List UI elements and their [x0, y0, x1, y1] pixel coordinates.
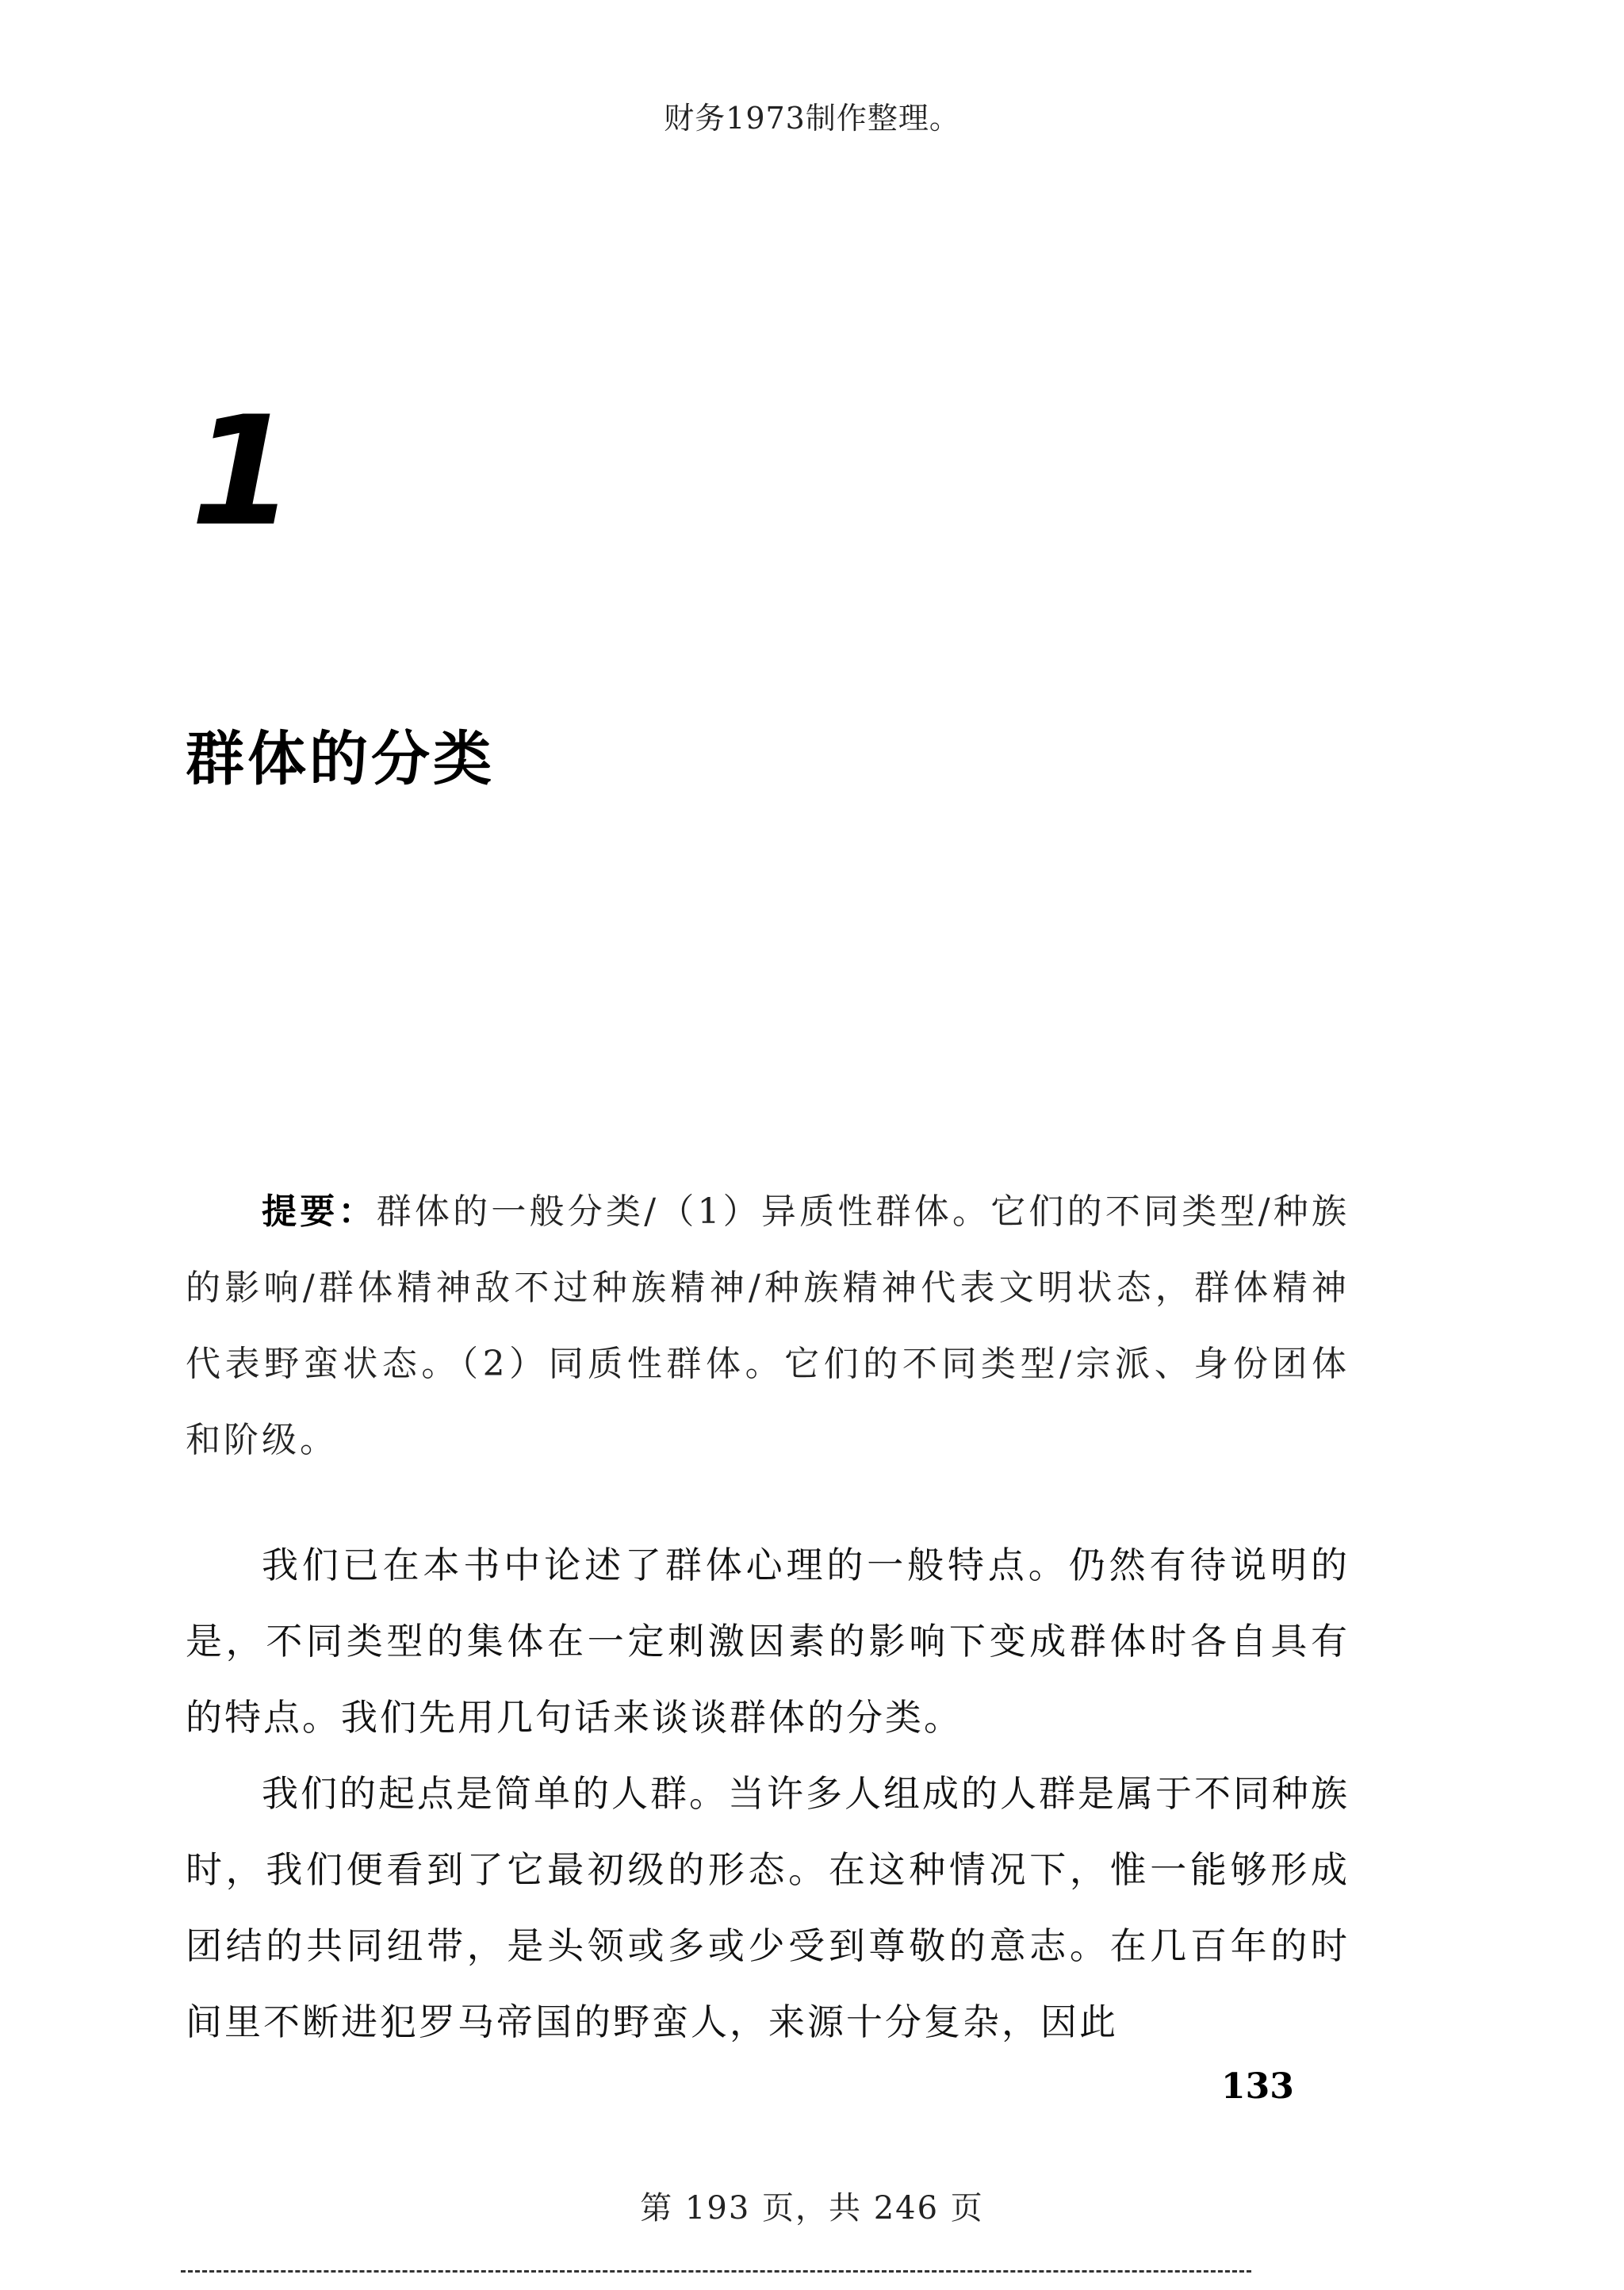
chapter-summary — [186, 1174, 1350, 1479]
page-header: 财务1973制作整理。 — [664, 101, 960, 136]
summary-label: 提要： — [262, 1191, 377, 1232]
page-number: 133 — [1221, 2066, 1294, 2107]
page-footer: 第 193 页，共 246 页 — [640, 2190, 984, 2227]
body-text — [186, 1527, 1350, 2060]
chapter-number: 1 — [190, 384, 296, 559]
summary-text: 群体的一般分类/（1）异质性群体。它们的不同类型/种族的影响/群体精神敌不过种族精神/种族精神代表文明状态，群体精神代表野蛮状态。（2）同质性群体。它们的不同类型/宗派、身份团体和阶级。 — [186, 1191, 1350, 1460]
body-paragraph: 我们已在本书中论述了群体心理的一般特点。仍然有待说明的是，不同类型的集体在一定刺激因素的影响下变成群体时各自具有的特点。我们先用几句话来谈谈群体的分类。 — [186, 1544, 1350, 1739]
body-paragraph: 我们的起点是简单的人群。当许多人组成的人群是属于不同种族时，我们便看到了它最初级的形态。在这种情况下，惟一能够形成团结的共同纽带，是头领或多或少受到尊敬的意志。在几百年的时间里不断进犯罗马帝国的野蛮人，来源十分复杂，因此 — [186, 1772, 1350, 2043]
bottom-divider — [181, 2270, 1251, 2273]
chapter-title: 群体的分类 — [186, 725, 495, 793]
